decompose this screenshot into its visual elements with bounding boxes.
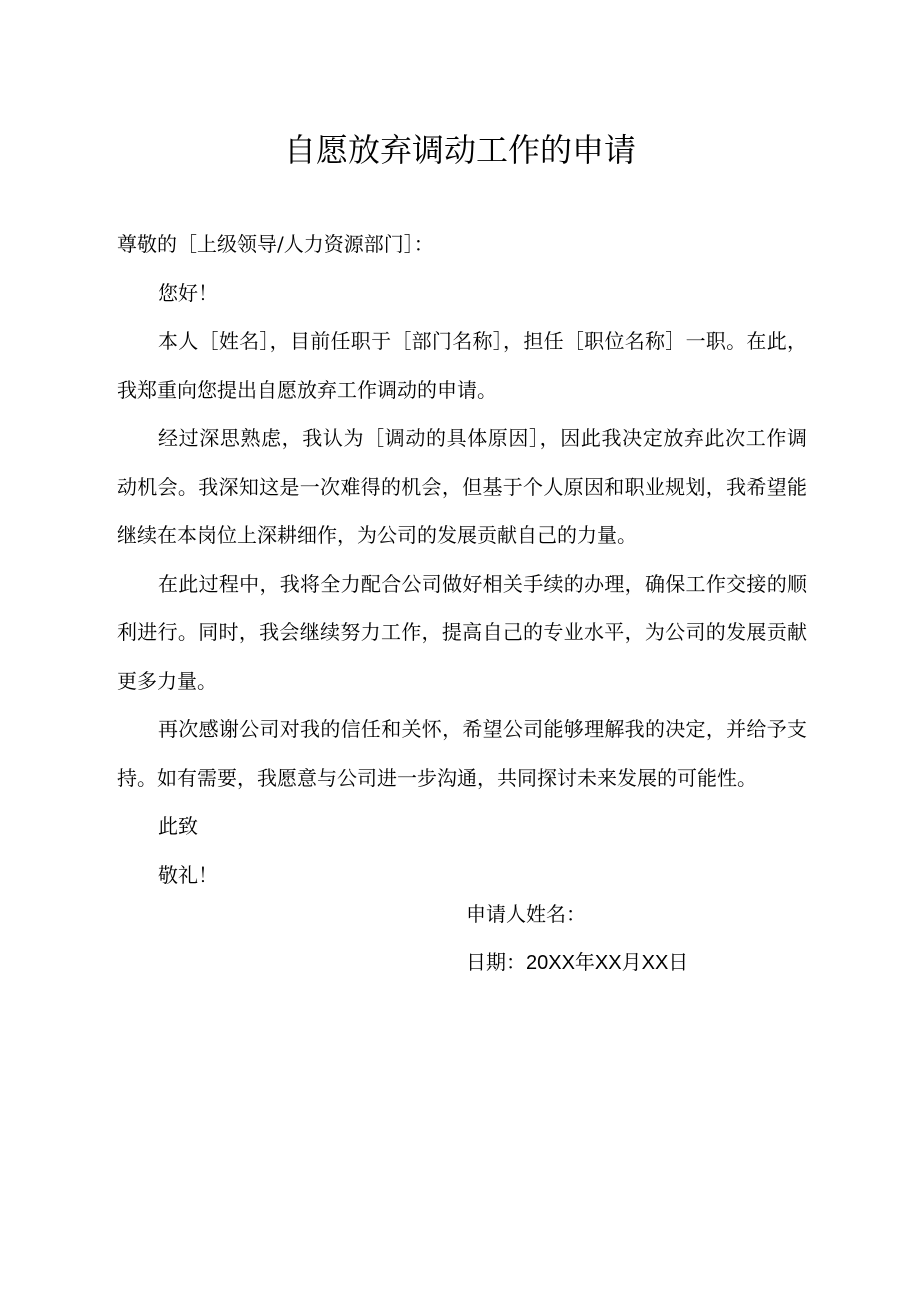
signature-block bbox=[466, 890, 688, 987]
date-label: 日期： bbox=[466, 950, 526, 974]
salutation: 尊敬的［上级领导/人力资源部门］： bbox=[117, 232, 434, 256]
applicant-name-label: 申请人姓名： bbox=[466, 902, 586, 926]
date-line bbox=[466, 938, 688, 987]
letter-body bbox=[117, 220, 807, 899]
closing-jing-li: 敬礼！ bbox=[158, 862, 218, 887]
date-value: 20XX年XX月XX日 bbox=[526, 952, 689, 974]
document-title: 自愿放弃调动工作的申请 bbox=[283, 131, 636, 169]
paragraph-4: 再次感谢公司对我的信任和关怀，希望公司能够理解我的决定，并给予支持。如有需要，我愿意与公司进一步沟通，共同探讨未来发展的可能性。 bbox=[117, 717, 807, 790]
paragraph-2: 经过深思熟虑，我认为［调动的具体原因］，因此我决定放弃此次工作调动机会。我深知这是一次难得的机会，但基于个人原因和职业规划，我希望能继续在本岗位上深耕细作，为公司的发展贡献自己的力量。 bbox=[117, 426, 807, 547]
paragraph-1: 本人［姓名］，目前任职于［部门名称］，担任［职位名称］一职。在此，我郑重向您提出自愿放弃工作调动的申请。 bbox=[117, 329, 807, 402]
greeting: 您好！ bbox=[158, 280, 218, 305]
paragraph-3: 在此过程中，我将全力配合公司做好相关手续的办理，确保工作交接的顺利进行。同时，我会继续努力工作，提高自己的专业水平，为公司的发展贡献更多力量。 bbox=[117, 571, 807, 693]
closing-ci-zhi: 此致 bbox=[158, 814, 198, 838]
